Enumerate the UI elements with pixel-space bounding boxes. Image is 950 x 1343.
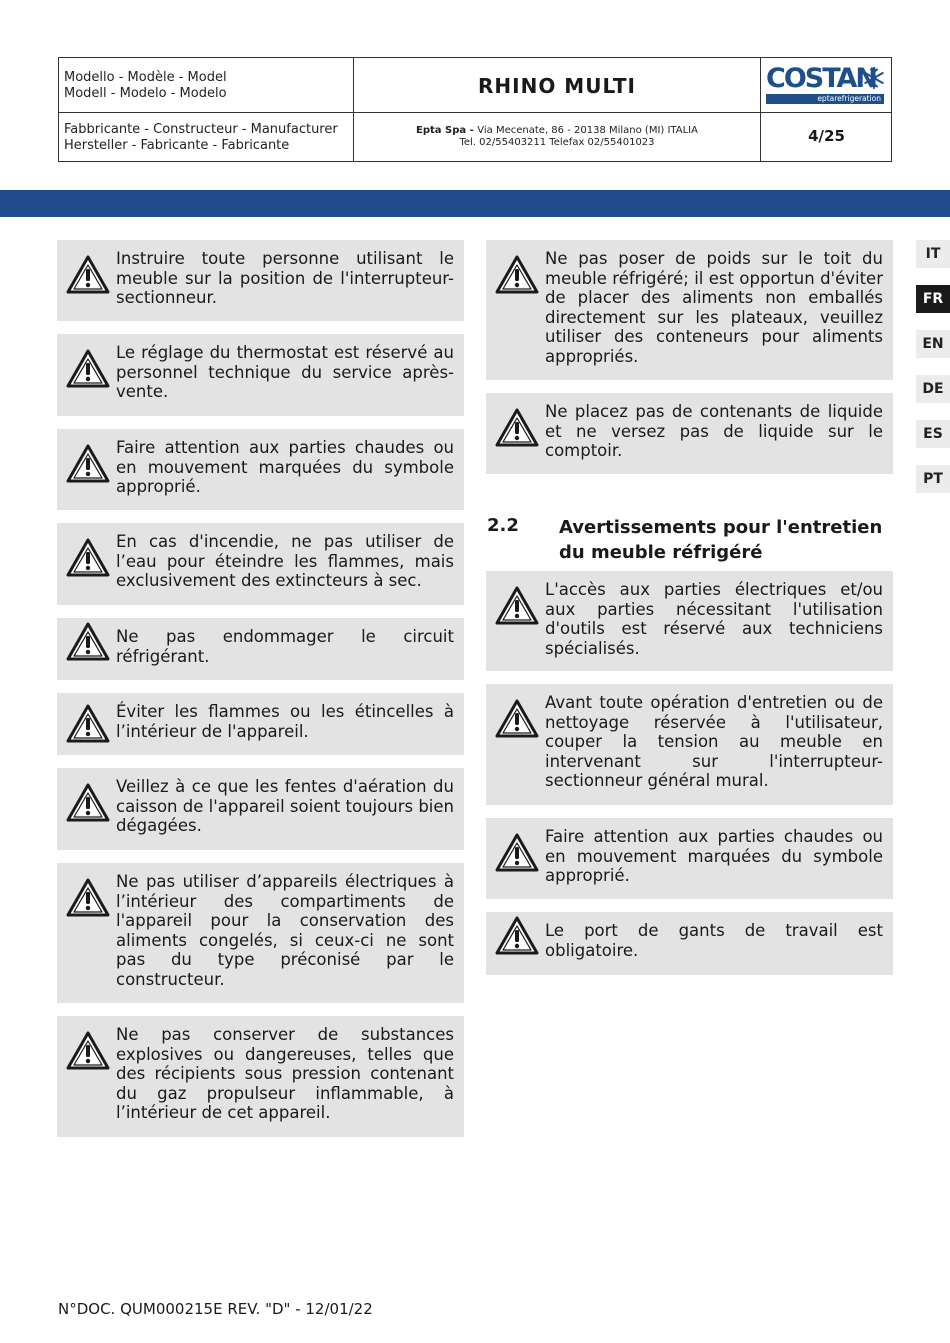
warning-box bbox=[57, 523, 464, 605]
warning-box bbox=[486, 571, 893, 671]
warning-text: Le port de gants de travail est obligatoire. bbox=[545, 921, 883, 960]
lang-tab-es[interactable]: ES bbox=[916, 420, 950, 448]
warning-triangle-icon bbox=[66, 254, 110, 294]
logo-brand: COSTAN bbox=[766, 63, 877, 94]
warning-text: Le réglage du thermostat est réservé au personnel technique du service après-vente. bbox=[116, 343, 454, 401]
warning-triangle-icon bbox=[495, 254, 539, 294]
model-label-line-2: Modell - Modelo - Modelo bbox=[64, 86, 227, 101]
warning-box bbox=[57, 618, 464, 680]
warning-box bbox=[486, 684, 893, 805]
warning-box bbox=[57, 693, 464, 755]
warning-box bbox=[486, 240, 893, 380]
lang-tab-fr[interactable]: FR bbox=[916, 285, 950, 313]
lang-tab-pt[interactable]: PT bbox=[916, 465, 950, 493]
warning-box bbox=[57, 334, 464, 416]
section-title: Avertissements pour l'entretien du meuble réfrigéré bbox=[559, 517, 883, 563]
lang-tab-it[interactable]: IT bbox=[916, 240, 950, 268]
manufacturer-label-line-1: Fabbricante - Constructeur - Manufacturer bbox=[64, 122, 338, 137]
manufacturer-label bbox=[64, 122, 349, 154]
warning-text: Ne placez pas de contenants de liquide et ne versez pas de liquide sur le comptoir. bbox=[545, 402, 883, 460]
logo-subtitle: eptarefrigeration bbox=[766, 94, 884, 104]
warning-text: Veillez à ce que les fentes d'aération du caisson de l'appareil soient toujours bien dégagées. bbox=[116, 777, 454, 835]
manufacturer-label-line-2: Hersteller - Fabricante - Fabricante bbox=[64, 138, 290, 153]
warning-triangle-icon bbox=[66, 348, 110, 388]
warning-text: Faire attention aux parties chaudes ou en mouvement marquées du symbole approprié. bbox=[545, 827, 883, 885]
warning-triangle-icon bbox=[495, 407, 539, 447]
warning-text: Ne pas conserver de substances explosives ou dangereuses, telles que des récipients sous pression contenant du gaz propulseur inflammable, à l’intérieur de cet appareil. bbox=[116, 1025, 454, 1122]
warning-box bbox=[57, 240, 464, 321]
lang-tab-de[interactable]: DE bbox=[916, 375, 950, 403]
company-address: Via Mecenate, 86 - 20138 Milano (MI) ITALIA bbox=[477, 125, 698, 136]
warning-box bbox=[57, 863, 464, 1003]
warning-triangle-icon bbox=[66, 537, 110, 577]
document-title: RHINO MULTI bbox=[478, 74, 636, 98]
warning-triangle-icon bbox=[66, 621, 110, 661]
warning-triangle-icon bbox=[495, 915, 539, 955]
warning-text: Faire attention aux parties chaudes ou en mouvement marquées du symbole approprié. bbox=[116, 438, 454, 496]
page-number: 4/25 bbox=[808, 127, 845, 145]
warning-box bbox=[486, 393, 893, 474]
warning-text: En cas d'incendie, ne pas utiliser de l’eau pour éteindre les flammes, mais exclusivement des extincteurs à sec. bbox=[116, 532, 454, 590]
warning-triangle-icon bbox=[66, 443, 110, 483]
warning-box bbox=[57, 768, 464, 850]
warning-text: L'accès aux parties électriques et/ou aux parties nécessitant l'utilisation d'outils est réservé aux techniciens spécialisés. bbox=[545, 580, 883, 658]
warning-box bbox=[486, 912, 893, 975]
warning-box bbox=[57, 429, 464, 510]
warning-text: Instruire toute personne utilisant le meuble sur la position de l'interrupteur-sectionneur. bbox=[116, 249, 454, 307]
model-label bbox=[64, 70, 349, 102]
company-phone: Tel. 02/55403211 Telefax 02/55401023 bbox=[459, 137, 655, 148]
language-tabs bbox=[916, 240, 950, 510]
manufacturer-info bbox=[354, 125, 760, 149]
lang-tab-en[interactable]: EN bbox=[916, 330, 950, 358]
warning-text: Ne pas utiliser d’appareils électriques à l’intérieur des compartiments de l'appareil pour la conservation des aliments congelés, si ceux-ci ne sont pas du type préconisé par le constructeur. bbox=[116, 872, 454, 989]
warning-triangle-icon bbox=[495, 698, 539, 738]
warning-triangle-icon bbox=[66, 782, 110, 822]
costan-logo bbox=[766, 64, 886, 106]
model-label-line-1: Modello - Modèle - Model bbox=[64, 70, 227, 85]
warning-box bbox=[57, 1016, 464, 1137]
warning-text: Avant toute opération d'entretien ou de nettoyage réservée à l'utilisateur, couper la tension au meuble en intervenant sur l'interrupteur-sectionneur général mural. bbox=[545, 693, 883, 790]
warning-triangle-icon bbox=[66, 703, 110, 743]
warning-text: Ne pas poser de poids sur le toit du meuble réfrigéré; il est opportun d'éviter de placer des aliments non emballés directement sur les plateaux, veuillez utiliser des conteneurs pour aliments appropriés. bbox=[545, 249, 883, 366]
warning-triangle-icon bbox=[495, 832, 539, 872]
warning-text: Éviter les flammes ou les étincelles à l’intérieur de l'appareil. bbox=[116, 702, 454, 741]
warning-box bbox=[486, 818, 893, 899]
snowflake-icon bbox=[862, 66, 886, 90]
warning-triangle-icon bbox=[495, 585, 539, 625]
header-band bbox=[0, 190, 950, 217]
document-footer: N°DOC. QUM000215E REV. "D" - 12/01/22 bbox=[58, 1300, 373, 1318]
company-name: Epta Spa - bbox=[416, 125, 478, 136]
warning-triangle-icon bbox=[66, 877, 110, 917]
warning-triangle-icon bbox=[66, 1030, 110, 1070]
warning-text: Ne pas endommager le circuit réfrigérant. bbox=[116, 627, 454, 666]
section-number: 2.2 bbox=[487, 515, 519, 536]
